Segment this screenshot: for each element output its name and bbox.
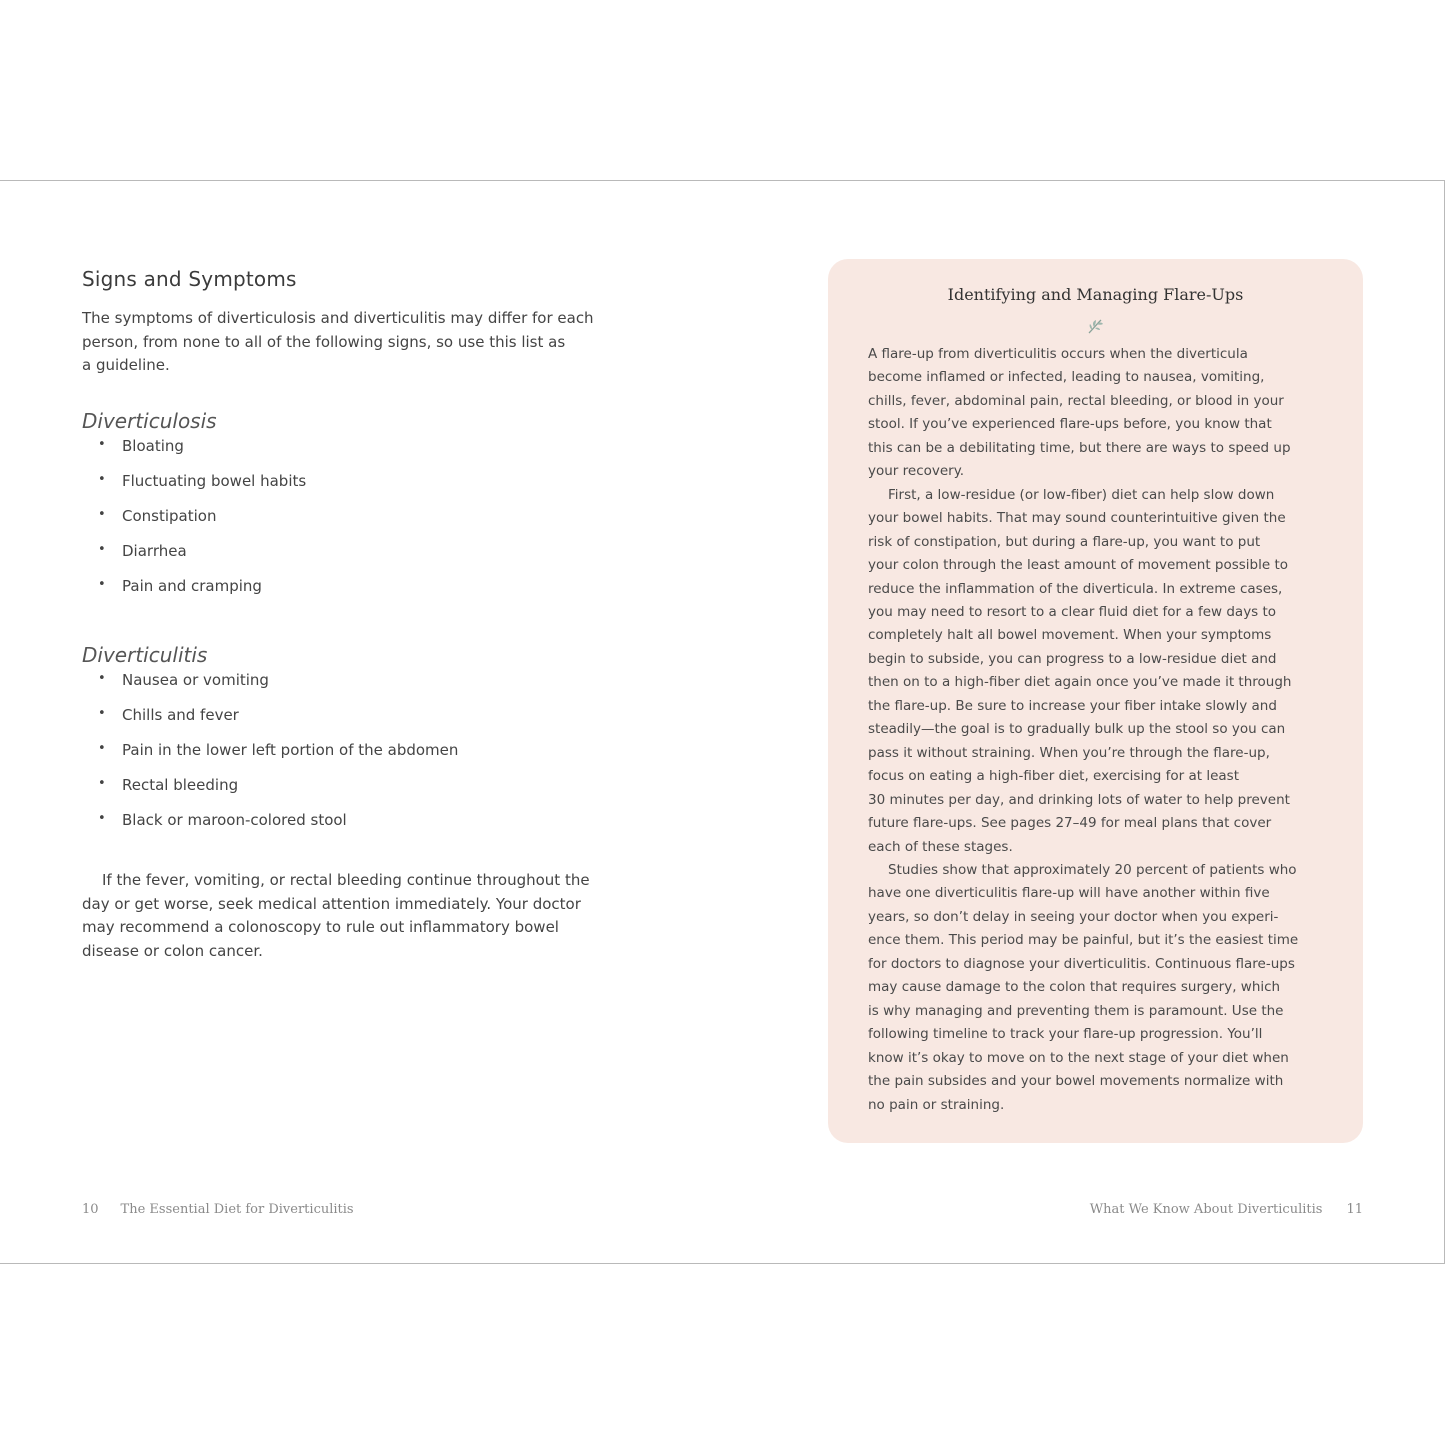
sidebar-line: future flare-ups. See pages 27–49 for meal plans that cover [868,815,1272,832]
list-item-text: Black or maroon-colored stool [122,811,347,829]
sidebar-line: 30 minutes per day, and drinking lots of water to help prevent [868,791,1290,808]
bullet: • [98,472,106,487]
list-item-text: Rectal bleeding [122,776,239,794]
book-spread [0,180,1445,1264]
sidebar-line: focus on eating a high-fiber diet, exercising for at least [868,768,1239,785]
list-item-text: Pain and cramping [122,577,262,595]
list-item [98,811,458,846]
page-number: 11 [1346,1202,1363,1217]
list-item-text: Chills and fever [122,706,239,724]
sidebar-line: years, so don’t delay in seeing your doctor when you experi- [868,908,1279,925]
list-item [98,671,458,706]
sidebar-line: ence them. This period may be painful, but it’s the easiest time [868,932,1299,949]
list-item [98,741,458,776]
list-item [98,706,458,741]
list-item [98,542,306,577]
running-title: The Essential Diet for Diverticulitis [120,1202,354,1217]
bullet: • [98,706,106,721]
footer-left [82,1202,354,1217]
bullet: • [98,577,106,592]
bullet: • [98,671,106,686]
section-heading: Signs and Symptoms [82,267,297,291]
list-item-text: Diarrhea [122,542,187,560]
sidebar-title: Identifying and Managing Flare-Ups [947,285,1244,304]
list-item-text: Bloating [122,437,184,455]
closing-paragraph [82,869,622,963]
sidebar-line: stool. If you’ve experienced flare-ups before, you know that [868,416,1272,433]
bullet: • [98,776,106,791]
sidebar-line: Studies show that approximately 20 percent of patients who [888,861,1297,878]
sidebar-line: your bowel habits. That may sound counterintuitive given the [868,510,1286,527]
sidebar-line: pass it without straining. When you’re through the flare-up, [868,744,1270,761]
running-title: What We Know About Diverticulitis [1089,1202,1323,1217]
list-item [98,776,458,811]
closing-line: disease or colon cancer. [82,941,263,960]
sidebar-line: this can be a debilitating time, but there are ways to speed up [868,439,1291,456]
sidebar-line: know it’s okay to move on to the next stage of your diet when [868,1049,1289,1066]
sidebar-line: have one diverticulitis flare-up will have another within five [868,885,1270,902]
intro-line: a guideline. [82,356,170,374]
sidebar-line: your colon through the least amount of movement possible to [868,557,1289,574]
sidebar-line: A flare-up from diverticulitis occurs when the diverticula [868,346,1248,362]
sidebar-line: following timeline to track your flare-up progression. You’ll [868,1026,1263,1043]
sidebar-line: you may need to resort to a clear fluid diet for a few days to [868,603,1277,620]
diverticulosis-list [98,437,306,612]
sidebar-line: the flare-up. Be sure to increase your fiber intake slowly and [868,697,1277,714]
sidebar-body [868,343,1338,1117]
list-item-text: Pain in the lower left portion of the abdomen [122,741,459,759]
sidebar-line: no pain or straining. [868,1096,1005,1113]
sidebar-line: become inflamed or infected, leading to nausea, vomiting, [868,369,1265,386]
subheading-diverticulosis: Diverticulosis [82,409,217,433]
sidebar-line: risk of constipation, but during a flare-up, you want to put [868,533,1261,550]
leaf-icon [1085,316,1105,336]
sidebar-box [828,259,1363,1143]
bullet: • [98,811,106,826]
sidebar-line: each of these stages. [868,838,1013,855]
footer-right [1090,1202,1363,1217]
sidebar-line: the pain subsides and your bowel movements normalize with [868,1073,1284,1090]
closing-line: day or get worse, seek medical attention immediately. Your doctor [82,894,581,913]
sidebar-line: then on to a high-fiber diet again once you’ve made it through [868,674,1292,691]
sidebar-line: completely halt all bowel movement. When your symptoms [868,627,1272,644]
diverticulitis-list [98,671,458,846]
bullet: • [98,437,106,452]
sidebar-line: may cause damage to the colon that requires surgery, which [868,979,1281,996]
sidebar-line: chills, fever, abdominal pain, rectal bleeding, or blood in your [868,392,1284,409]
closing-line: may recommend a colonoscopy to rule out inflammatory bowel [82,918,559,936]
bullet: • [98,542,106,557]
list-item [98,577,306,612]
bullet: • [98,741,106,756]
list-item [98,437,306,472]
subheading-diverticulitis: Diverticulitis [82,643,208,667]
sidebar-line: begin to subside, you can progress to a low-residue diet and [868,650,1277,667]
intro-paragraph [82,307,622,378]
sidebar-line: your recovery. [868,463,965,480]
page-number: 10 [82,1202,99,1217]
closing-line: If the fever, vomiting, or rectal bleeding continue throughout the [102,871,590,889]
sidebar-line: First, a low-residue (or low-fiber) diet can help slow down [888,486,1275,503]
list-item-text: Nausea or vomiting [122,671,269,689]
list-item-text: Fluctuating bowel habits [122,472,307,490]
list-item [98,472,306,507]
sidebar-line: reduce the inflammation of the diverticula. In extreme cases, [868,580,1283,597]
list-item-text: Constipation [122,507,217,525]
list-item [98,507,306,542]
intro-line: The symptoms of diverticulosis and diverticulitis may differ for each [82,309,594,327]
sidebar-line: is why managing and preventing them is paramount. Use the [868,1002,1284,1019]
bullet: • [98,507,106,522]
sidebar-line: steadily—the goal is to gradually bulk up the stool so you can [868,721,1286,738]
sidebar-line: for doctors to diagnose your diverticulitis. Continuous flare-ups [868,955,1295,972]
intro-line: person, from none to all of the following signs, so use this list as [82,332,566,351]
